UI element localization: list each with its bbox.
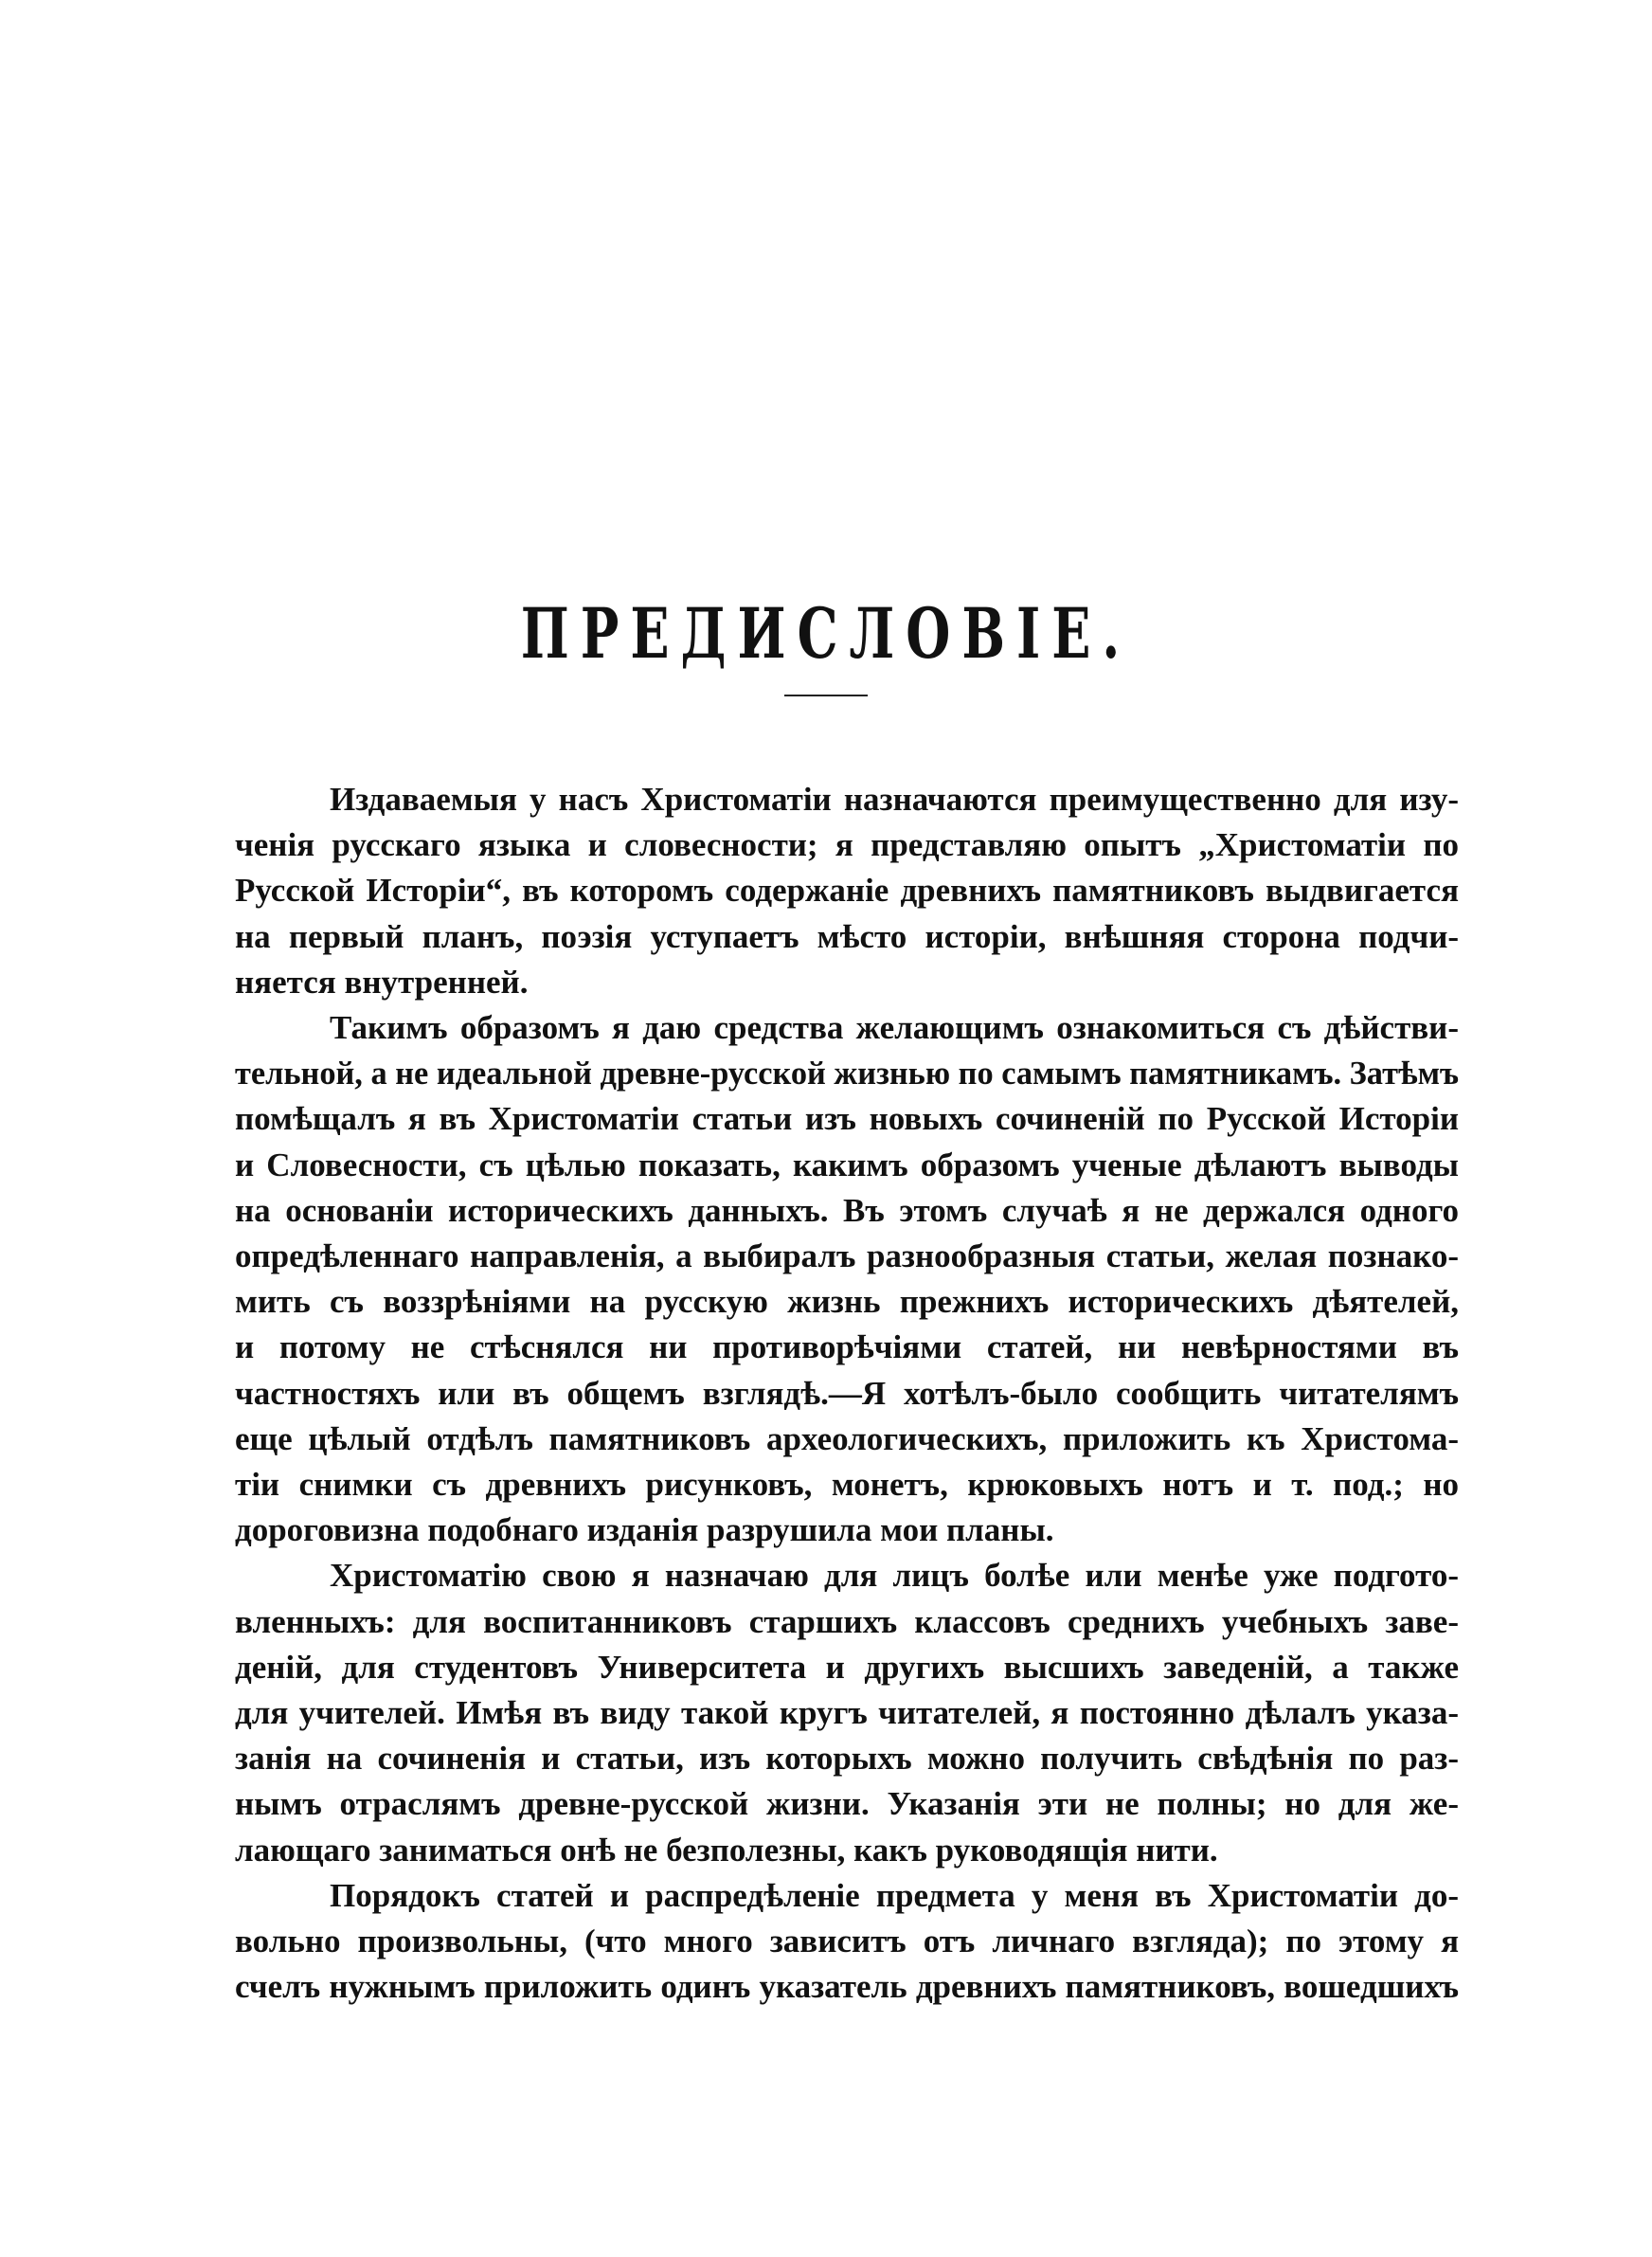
text-line: тіи снимки съ древнихъ рисунковъ, монетъ, крюковыхъ нотъ и т. под.; но: [235, 1466, 1460, 1504]
text-line: на первый планъ, поэзія уступаетъ мѣсто исторіи, внѣшняя сторона подчи-: [235, 917, 1460, 955]
text-line: Такимъ образомъ я даю средства желающимъ ознакомиться съ дѣйстви-: [330, 1009, 1459, 1047]
preface-body: [235, 777, 1459, 2010]
text-line: нымъ отраслямъ древне-русской жизни. Указанія эти не полны; но для же-: [235, 1785, 1459, 1823]
text-line: еще цѣлый отдѣлъ памятниковъ археологическихъ, приложить къ Христома-: [235, 1419, 1459, 1457]
paragraph: [235, 1553, 1459, 1872]
text-line: Русской Исторіи“, въ которомъ содержаніе древнихъ памятниковъ выдвигается: [235, 872, 1459, 910]
title-divider: [784, 695, 868, 696]
text-line: Христоматію свою я назначаю для лицъ болѣе или менѣе уже подгото-: [330, 1557, 1459, 1595]
text-line: для учителей. Имѣя въ виду такой кругъ читателей, я постоянно дѣлалъ указа-: [235, 1694, 1459, 1732]
paragraph: [235, 1873, 1459, 2011]
text-line: занія на сочиненія и статьи, изъ которыхъ можно получить свѣдѣнія по раз-: [235, 1740, 1459, 1778]
text-line: частностяхъ или въ общемъ взглядѣ.—Я хотѣлъ-было сообщить читателямъ: [235, 1374, 1459, 1412]
text-line: вленныхъ: для воспитанниковъ старшихъ классовъ среднихъ учебныхъ заве-: [235, 1602, 1459, 1640]
text-line: на основаніи историческихъ данныхъ. Въ этомъ случаѣ я не держался одного: [235, 1191, 1459, 1229]
paragraph: [235, 1005, 1459, 1553]
text-line: няется внутренней.: [235, 963, 529, 1001]
text-line: Порядокъ статей и распредѣленіе предмета у меня въ Христоматіи до-: [330, 1876, 1460, 1914]
text-line: тельной, а не идеальной древне-русской жизнью по самымъ памятникамъ. Затѣмъ: [235, 1055, 1459, 1092]
text-line: вольно произвольны, (что много зависитъ отъ личнаго взгляда); по этому я: [235, 1923, 1460, 1960]
page-title: ПРЕДИСЛОВІЕ.: [520, 592, 1132, 675]
text-line: лающаго заниматься онѣ не безполезны, какъ руководящія нити.: [235, 1831, 1218, 1869]
text-line: помѣщалъ я въ Христоматіи статьи изъ новыхъ сочиненій по Русской Исторіи: [235, 1100, 1459, 1138]
text-line: деній, для студентовъ Университета и другихъ высшихъ заведеній, а также: [235, 1648, 1459, 1686]
text-line: Издаваемыя у насъ Христоматіи назначаются преимущественно для изу-: [330, 781, 1459, 818]
text-line: и Словесности, съ цѣлью показать, какимъ образомъ ученые дѣлаютъ выводы: [235, 1146, 1459, 1183]
text-line: счелъ нужнымъ приложить одинъ указатель древнихъ памятниковъ, вошедшихъ: [235, 1968, 1459, 2006]
text-line: опредѣленнаго направленія, а выбиралъ разнообразныя статьи, желая познако-: [235, 1237, 1459, 1275]
text-line: дороговизна подобнаго изданія разрушила мои планы.: [235, 1511, 1054, 1549]
paragraph: [235, 777, 1459, 1005]
text-line: и потому не стѣснялся ни противорѣчіями статей, ни невѣрностями въ: [235, 1328, 1459, 1366]
text-line: мить съ воззрѣніями на русскую жизнь прежнихъ историческихъ дѣятелей,: [235, 1283, 1459, 1321]
text-line: ченія русскаго языка и словесности; я представляю опытъ „Христоматіи по: [235, 826, 1459, 864]
